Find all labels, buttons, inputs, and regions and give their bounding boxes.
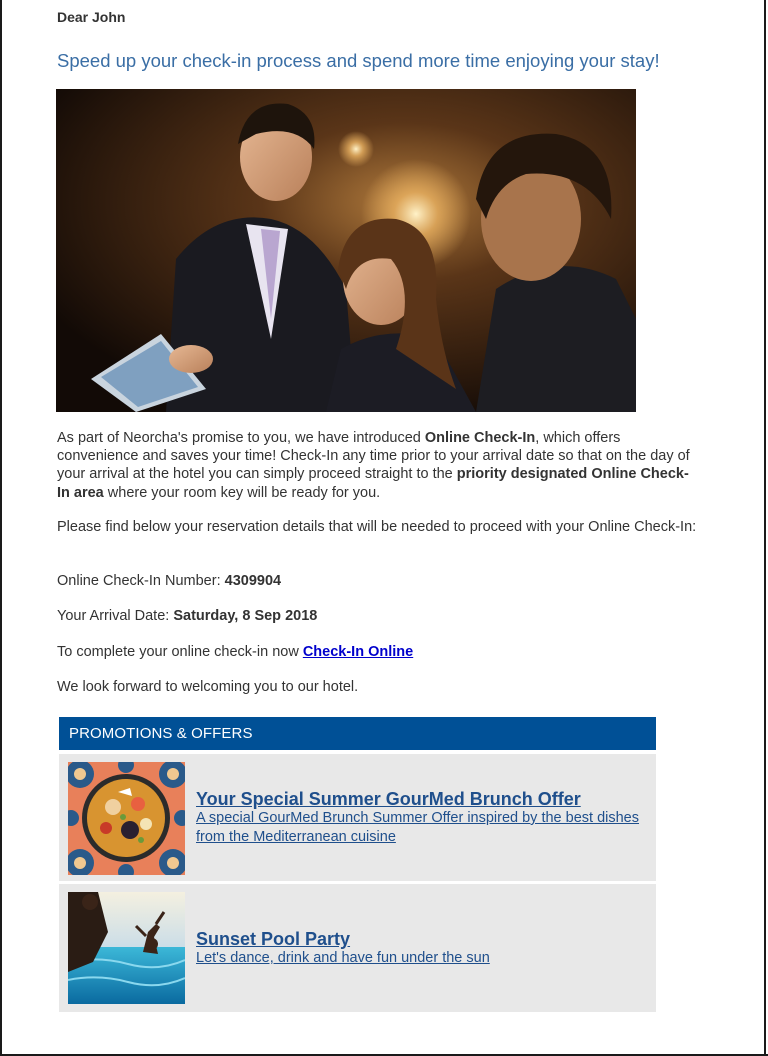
paella-dish-image[interactable] [68, 762, 185, 875]
headline: Speed up your check-in process and spend more time enjoying your stay! [57, 50, 660, 71]
promo-brunch-description[interactable]: A special GourMed Brunch Summer Offer inspired by the best dishes from the Mediterranean cuisine [196, 810, 640, 845]
checkin-online-link[interactable]: Check-In Online [302, 644, 414, 660]
intro-paragraph [57, 429, 697, 502]
closing-text: We look forward to welcoming you to our hotel. [57, 679, 359, 695]
promo-card-pool-party[interactable] [59, 884, 656, 1012]
details-intro: Please find below your reservation details that will be needed to proceed with your Online Check-In: [57, 519, 697, 535]
hero-image [56, 89, 636, 412]
promo-brunch-title[interactable]: Your Special Summer GourMed Brunch Offer [196, 789, 581, 809]
promo-pool-text[interactable] [196, 929, 646, 968]
intro-bold-1: Online Check-In [424, 430, 536, 446]
arrival-date-value: Saturday, 8 Sep 2018 [173, 608, 318, 624]
promo-brunch-text[interactable] [196, 789, 646, 846]
intro-bold-2: priority designated Online Check-In area [57, 466, 689, 501]
intro-text-1: As part of Neorcha's promise to you, we have introduced [57, 430, 425, 446]
arrival-date-label: Your Arrival Date: [57, 608, 174, 624]
checkin-number-value: 4309904 [224, 573, 282, 589]
promo-pool-title[interactable]: Sunset Pool Party [196, 929, 351, 949]
promotions-header: PROMOTIONS & OFFERS [59, 717, 656, 750]
window-border-right [764, 0, 766, 1056]
arrival-date-line [57, 607, 697, 625]
checkin-number-line [57, 572, 697, 590]
checkin-number-label: Online Check-In Number: [57, 573, 225, 589]
complete-checkin-line [57, 643, 697, 661]
window-border-left [0, 0, 2, 1056]
pool-party-image[interactable] [68, 892, 185, 1004]
complete-checkin-text: To complete your online check-in now [57, 644, 303, 660]
intro-text-3: where your room key will be ready for you. [103, 484, 381, 501]
greeting: Dear John [57, 9, 126, 25]
promo-pool-description[interactable]: Let's dance, drink and have fun under the sun [196, 950, 490, 966]
intro-text-2: , which offers convenience and saves your time! Check-In any time prior to your arrival date so that on the day of your arrival at the hotel you can simply proceed straight to the [57, 430, 690, 483]
promo-card-brunch[interactable] [59, 754, 656, 881]
